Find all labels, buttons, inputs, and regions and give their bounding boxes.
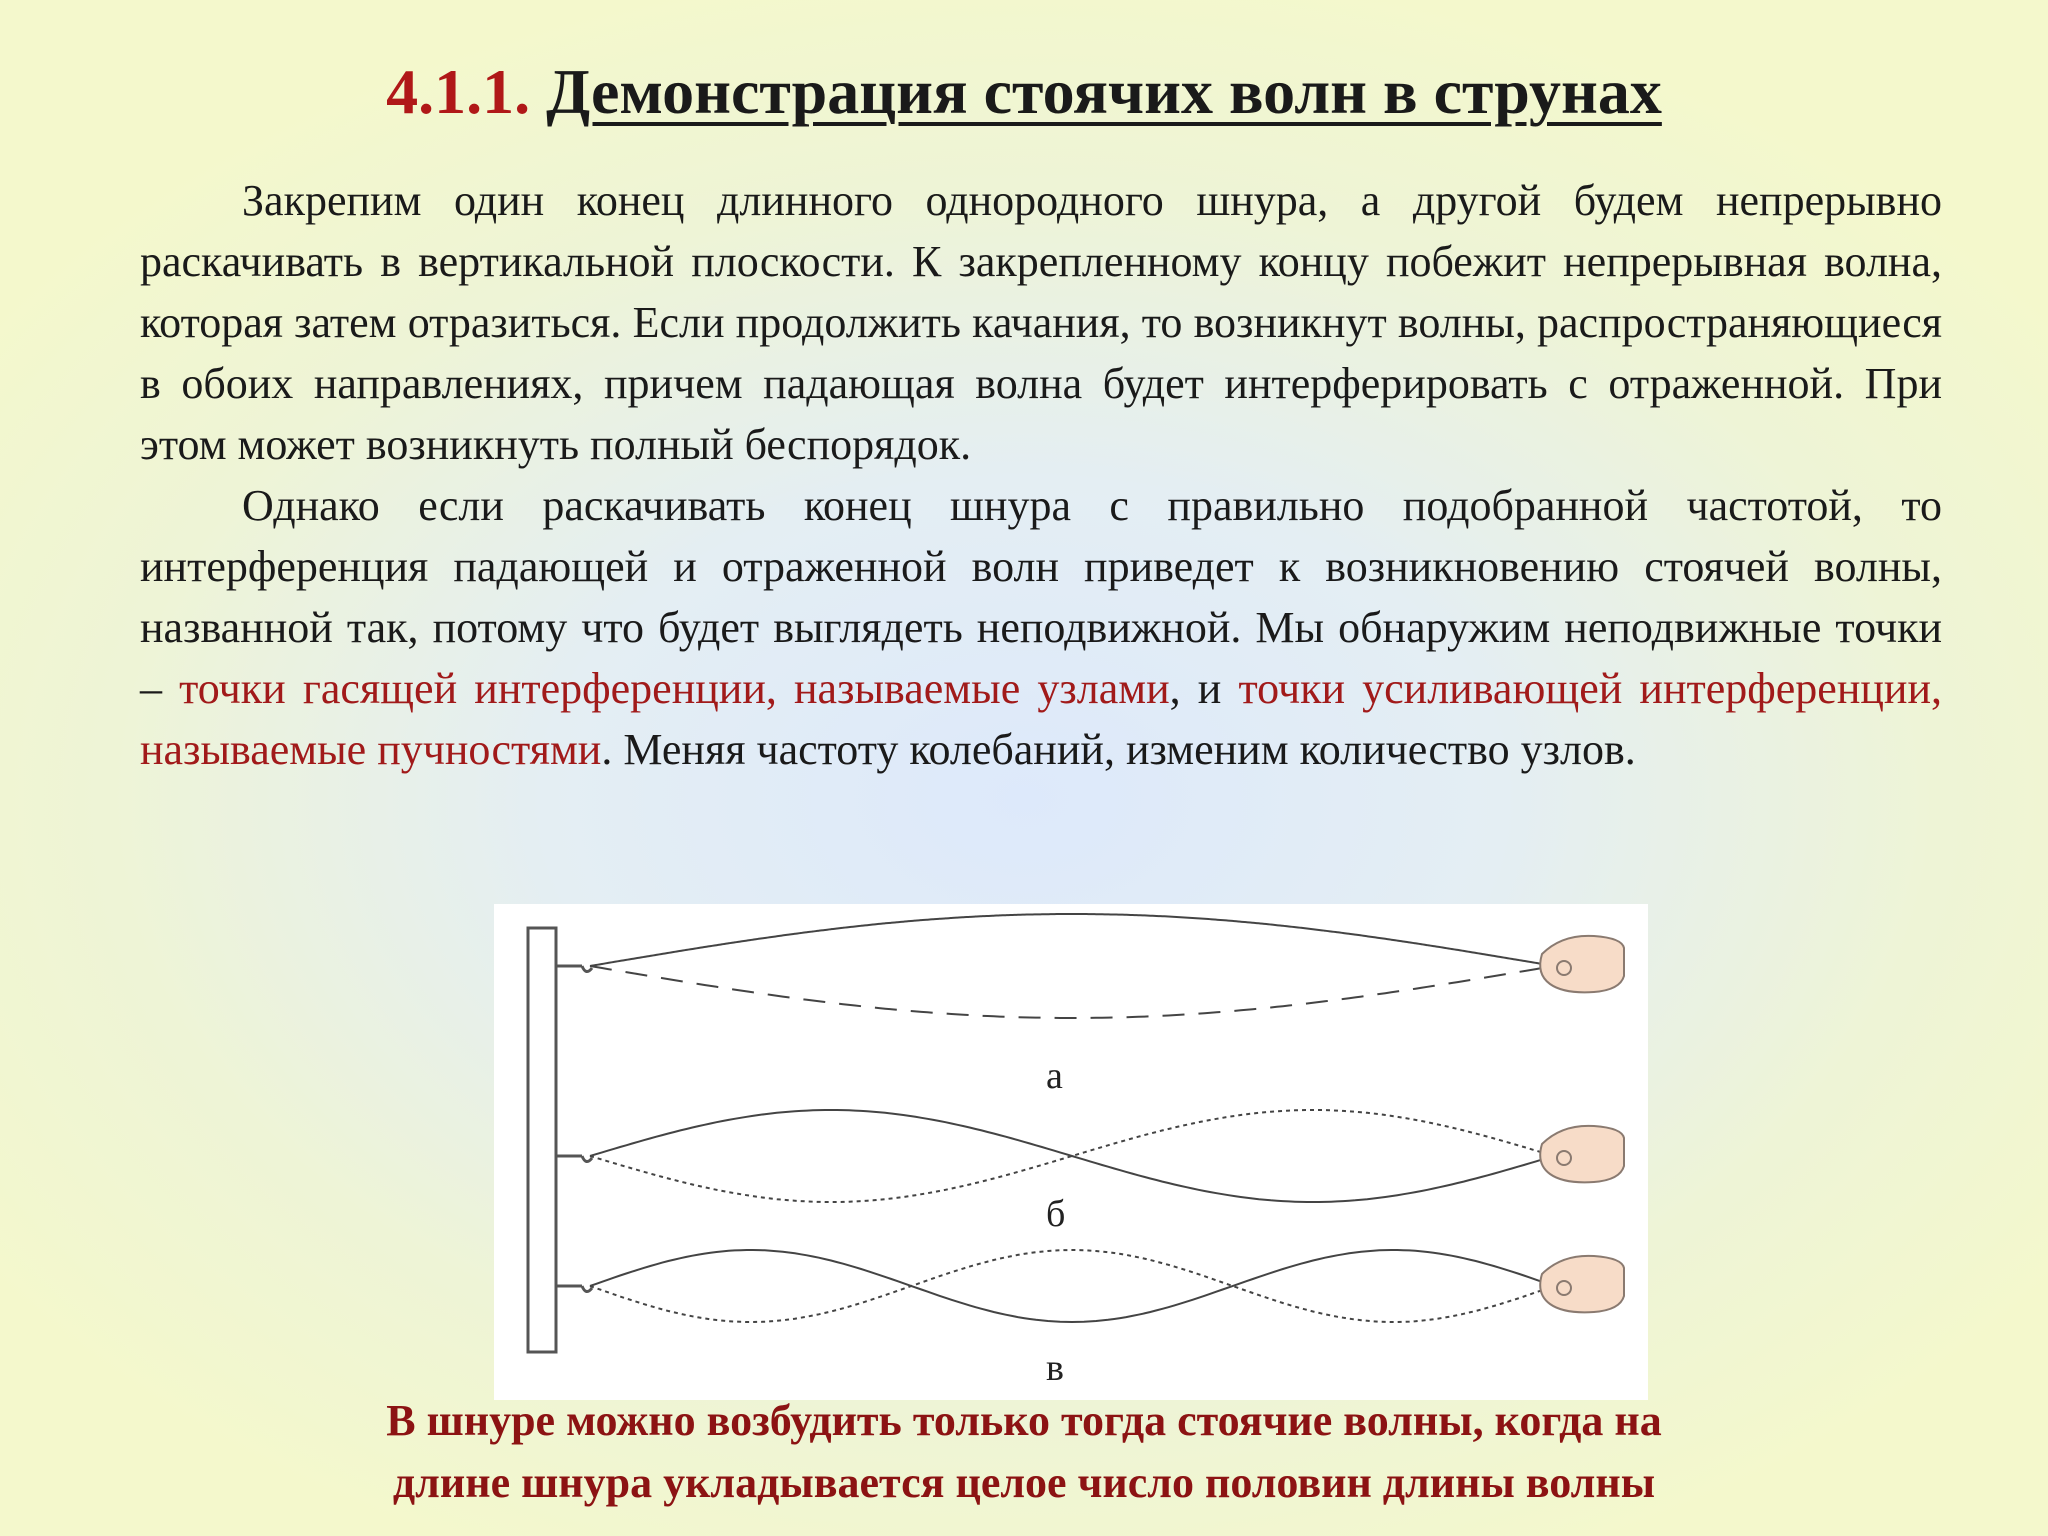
- label-a: а: [1046, 1055, 1063, 1097]
- body-text: [140, 170, 1942, 780]
- hand-icon: [1540, 936, 1624, 993]
- string-dashed-mode-1: [590, 966, 1554, 1018]
- wall-post: [528, 928, 556, 1352]
- title-text: Демонстрация стоячих волн в струнах: [546, 56, 1662, 127]
- paragraph-2-part-1: Однако если раскачивать конец шнура с правильно подобранной частотой, то интерференция падающей и отраженной волн приведет к возникновению стоячей волны, названной так, потому что будет выглядеть неподвижной. Мы обнаружим неподвижные точки –: [140, 481, 1942, 713]
- string-solid-mode-1: [590, 914, 1554, 966]
- conclusion-line-1: В шнуре можно возбудить только тогда стоячие волны, когда на: [386, 1396, 1662, 1445]
- paragraph-1: Закрепим один конец длинного однородного шнура, а другой будем непрерывно раскачивать в вертикальной плоскости. К закрепленному концу побежит непрерывная волна, которая затем отразиться. Если продолжить качания, то возникнут волны, распространяющиеся в обоих направлениях, причем падающая волна будет интерферировать с отраженной. При этом может возникнуть полный беспорядок.: [140, 176, 1942, 469]
- antinodes-definition: точки усиливающей интерференции, называемые пучностями: [140, 664, 1943, 774]
- label-v: в: [1046, 1347, 1064, 1389]
- conclusion-line-2: длине шнура укладывается целое число половин длины волны: [392, 1458, 1656, 1507]
- label-b: б: [1046, 1193, 1066, 1235]
- paragraph-2: [140, 475, 1942, 780]
- standing-waves-drawing: [494, 904, 1648, 1400]
- string-solid-mode-2: [590, 1110, 1554, 1202]
- slide-title: [0, 52, 2048, 132]
- string-solid-mode-3: [590, 1250, 1554, 1322]
- nodes-definition: точки гасящей интерференции, называемые узлами: [179, 664, 1170, 713]
- hand-icon: [1540, 1126, 1624, 1183]
- paragraph-2-part-2: , и: [1169, 664, 1239, 713]
- standing-waves-figure: [494, 904, 1648, 1400]
- section-number: 4.1.1.: [386, 56, 531, 127]
- string-dashed-mode-3: [590, 1250, 1554, 1322]
- paragraph-2-part-3: . Меняя частоту колебаний, изменим количество узлов.: [601, 725, 1636, 774]
- hand-icon: [1540, 1256, 1624, 1313]
- wave-group: [556, 914, 1624, 1322]
- conclusion-text: [0, 1390, 2048, 1514]
